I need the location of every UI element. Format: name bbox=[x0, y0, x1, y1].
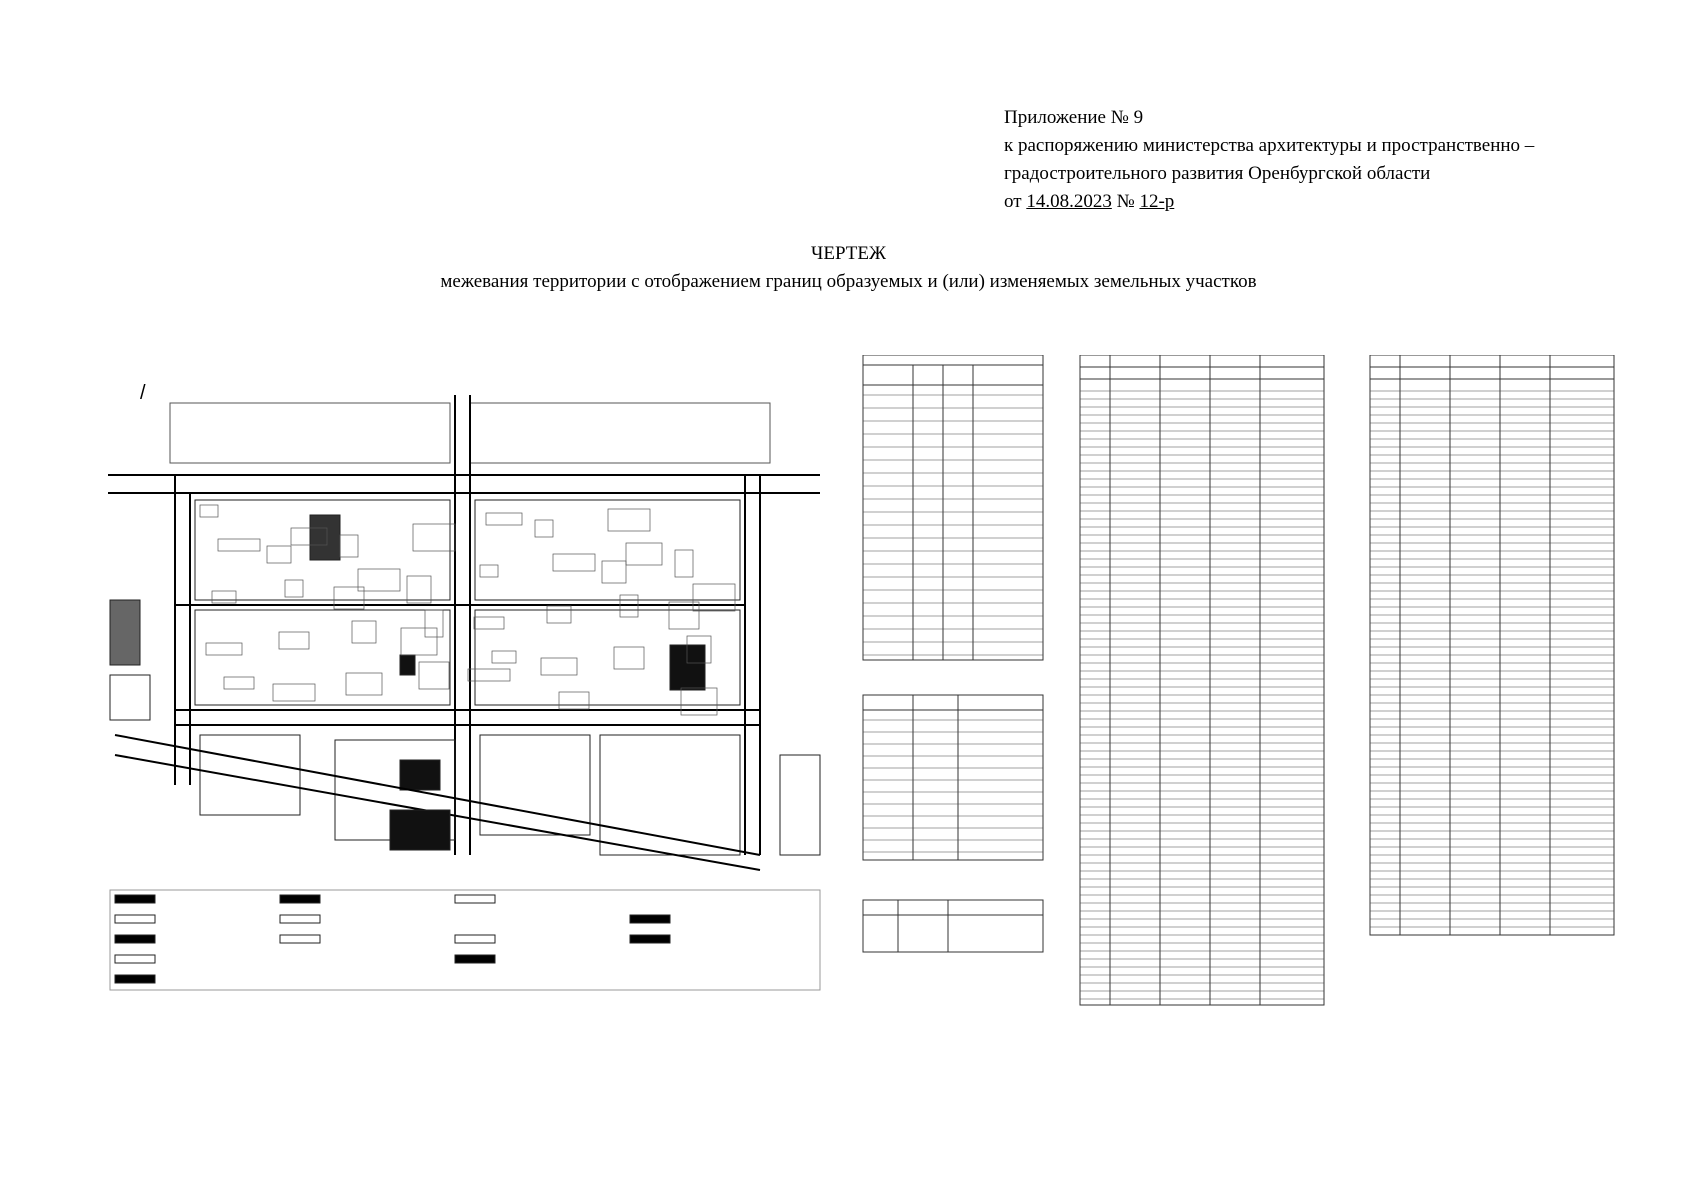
building-outline bbox=[535, 520, 553, 537]
building-outline bbox=[419, 662, 449, 689]
building-outline bbox=[267, 546, 291, 563]
building-outline bbox=[425, 610, 443, 637]
cadastral-map bbox=[108, 382, 820, 990]
building-outline bbox=[206, 643, 242, 655]
building-outline bbox=[559, 692, 589, 709]
table-3-land-plots bbox=[863, 900, 1043, 952]
building-outline bbox=[285, 580, 303, 597]
appendix-number: Приложение № 9 bbox=[1004, 107, 1144, 128]
drawing-title bbox=[0, 240, 1697, 296]
order-number: 12-р bbox=[1139, 191, 1175, 212]
building-outline bbox=[200, 505, 218, 517]
building-outline bbox=[547, 606, 571, 623]
appendix-date-line bbox=[1004, 188, 1644, 216]
building-outline bbox=[608, 509, 650, 531]
number-prefix: № bbox=[1111, 191, 1140, 212]
building-outline bbox=[413, 524, 455, 551]
building-outline bbox=[486, 513, 522, 525]
building-outline bbox=[626, 543, 662, 565]
building-outline bbox=[346, 673, 382, 695]
building-outline bbox=[224, 677, 254, 689]
building-outline bbox=[675, 550, 693, 577]
coordinates-table-1 bbox=[1080, 355, 1324, 1005]
order-date: 14.08.2023 bbox=[1026, 191, 1112, 212]
building-outline bbox=[480, 565, 498, 577]
building-outline bbox=[492, 651, 516, 663]
table-1-land-plots bbox=[863, 355, 1043, 660]
building-outline bbox=[279, 632, 309, 649]
building-outline bbox=[553, 554, 595, 571]
drawing-title-main: ЧЕРТЕЖ bbox=[811, 243, 886, 264]
drawing-title-subtitle: межевания территории с отображением границ образуемых и (или) изменяемых земельных участков bbox=[440, 271, 1257, 292]
building-outline bbox=[541, 658, 577, 675]
survey-drawing-svg bbox=[0, 355, 1697, 1115]
date-prefix: от bbox=[1004, 191, 1027, 212]
building-outline bbox=[407, 576, 431, 603]
survey-drawing bbox=[0, 355, 1697, 1115]
building-outline bbox=[352, 621, 376, 643]
building-outline bbox=[212, 591, 236, 603]
building-outline bbox=[602, 561, 626, 583]
appendix-header bbox=[1004, 104, 1644, 216]
building-outline bbox=[468, 669, 510, 681]
north-mark: / bbox=[140, 382, 146, 404]
building-outline bbox=[401, 628, 437, 655]
appendix-ref-line-1: к распоряжению министерства архитектуры и пространственно – bbox=[1004, 135, 1535, 156]
building-outline bbox=[273, 684, 315, 701]
coordinates-table-2 bbox=[1370, 355, 1614, 935]
building-outline bbox=[218, 539, 260, 551]
building-outline bbox=[669, 602, 699, 629]
building-outline bbox=[614, 647, 644, 669]
building-outline bbox=[340, 535, 358, 557]
appendix-ref-line-2: градостроительного развития Оренбургской области bbox=[1004, 163, 1431, 184]
building-outline bbox=[474, 617, 504, 629]
